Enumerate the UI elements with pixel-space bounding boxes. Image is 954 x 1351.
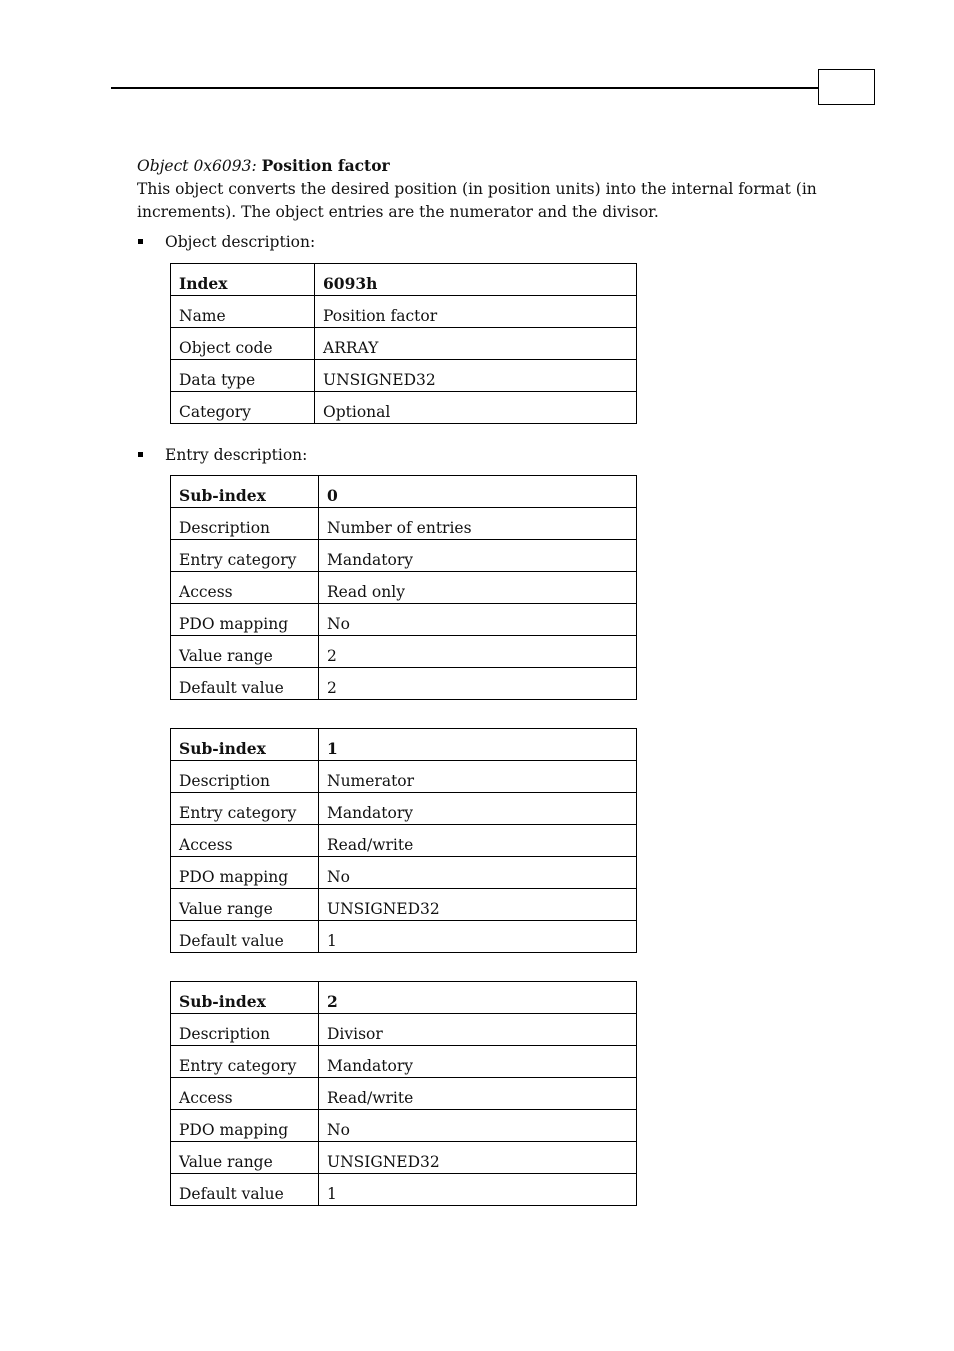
table-cell-key: Entry category [171,793,319,825]
table-row [171,508,637,540]
table-row [171,636,637,668]
table-cell-key: PDO mapping [171,1110,319,1142]
entry-description-bullet [137,445,817,465]
table-row [171,729,637,761]
table-cell-key: Entry category [171,540,319,572]
table-cell-key: Sub-index [171,729,319,761]
table-cell-key: Default value [171,1174,319,1206]
object-intro: This object converts the desired position (in position units) into the internal format (in increments). The object entries are the numerator and the divisor. [137,180,817,221]
table-row [171,360,637,392]
table-cell-key: Name [171,296,315,328]
table-cell-key: Sub-index [171,982,319,1014]
table-row [171,921,637,953]
table-cell-key: PDO mapping [171,604,319,636]
table-cell-value: Mandatory [319,540,637,572]
table-cell-key: Description [171,1014,319,1046]
table-cell-key: PDO mapping [171,857,319,889]
table-cell-value: 6093h [315,264,637,296]
table-cell-value: 1 [319,921,637,953]
object-description-bullet [137,232,817,252]
table-cell-value: Mandatory [319,793,637,825]
table-cell-key: Index [171,264,315,296]
table-cell-key: Value range [171,636,319,668]
table-cell-key: Category [171,392,315,424]
table-row [171,889,637,921]
table-row [171,825,637,857]
entry-table-subindex-2 [170,981,637,1206]
table-cell-key: Access [171,1078,319,1110]
object-id: Object 0x6093: [137,157,257,175]
table-row [171,857,637,889]
table-row [171,1110,637,1142]
table-cell-value: 1 [319,729,637,761]
page-content [137,156,817,1206]
entry-description-label: Entry description: [165,446,308,464]
table-cell-value: ARRAY [315,328,637,360]
entry-table-subindex-0 [170,475,637,700]
table-cell-key: Description [171,508,319,540]
table-row [171,1078,637,1110]
table-cell-key: Default value [171,921,319,953]
table-cell-key: Value range [171,1142,319,1174]
table-cell-value: Mandatory [319,1046,637,1078]
table-row [171,761,637,793]
table-row [171,476,637,508]
entry-table-subindex-1 [170,728,637,953]
table-cell-key: Value range [171,889,319,921]
table-cell-value: Position factor [315,296,637,328]
table-row [171,1046,637,1078]
table-row [171,793,637,825]
table-row [171,1174,637,1206]
object-description-label: Object description: [165,233,316,251]
table-row [171,540,637,572]
table-cell-value: UNSIGNED32 [315,360,637,392]
bullet-square-icon [138,452,143,457]
page-number-box [818,69,875,105]
bullet-square-icon [138,239,143,244]
object-description-table [170,263,637,424]
table-cell-value: Optional [315,392,637,424]
table-cell-value: Numerator [319,761,637,793]
table-cell-key: Sub-index [171,476,319,508]
table-cell-value: No [319,1110,637,1142]
table-cell-value: 2 [319,636,637,668]
object-title [137,156,817,176]
table-cell-key: Data type [171,360,315,392]
table-cell-value: Read/write [319,825,637,857]
table-cell-key: Object code [171,328,315,360]
table-cell-value: Number of entries [319,508,637,540]
table-cell-value: No [319,857,637,889]
table-cell-value: Divisor [319,1014,637,1046]
table-cell-value: 2 [319,982,637,1014]
table-cell-value: 1 [319,1174,637,1206]
table-cell-key: Description [171,761,319,793]
table-cell-value: 2 [319,668,637,700]
table-cell-value: Read/write [319,1078,637,1110]
table-row [171,1014,637,1046]
table-row [171,392,637,424]
table-cell-value: No [319,604,637,636]
table-cell-key: Default value [171,668,319,700]
table-cell-value: UNSIGNED32 [319,1142,637,1174]
header-rule [111,87,819,89]
table-row [171,264,637,296]
table-cell-key: Access [171,572,319,604]
table-row [171,982,637,1014]
table-cell-value: UNSIGNED32 [319,889,637,921]
table-cell-value: Read only [319,572,637,604]
table-row [171,328,637,360]
table-row [171,604,637,636]
table-cell-value: 0 [319,476,637,508]
table-cell-key: Access [171,825,319,857]
table-row [171,668,637,700]
table-row [171,1142,637,1174]
object-name: Position factor [261,156,390,175]
table-row [171,572,637,604]
table-cell-key: Entry category [171,1046,319,1078]
table-row [171,296,637,328]
